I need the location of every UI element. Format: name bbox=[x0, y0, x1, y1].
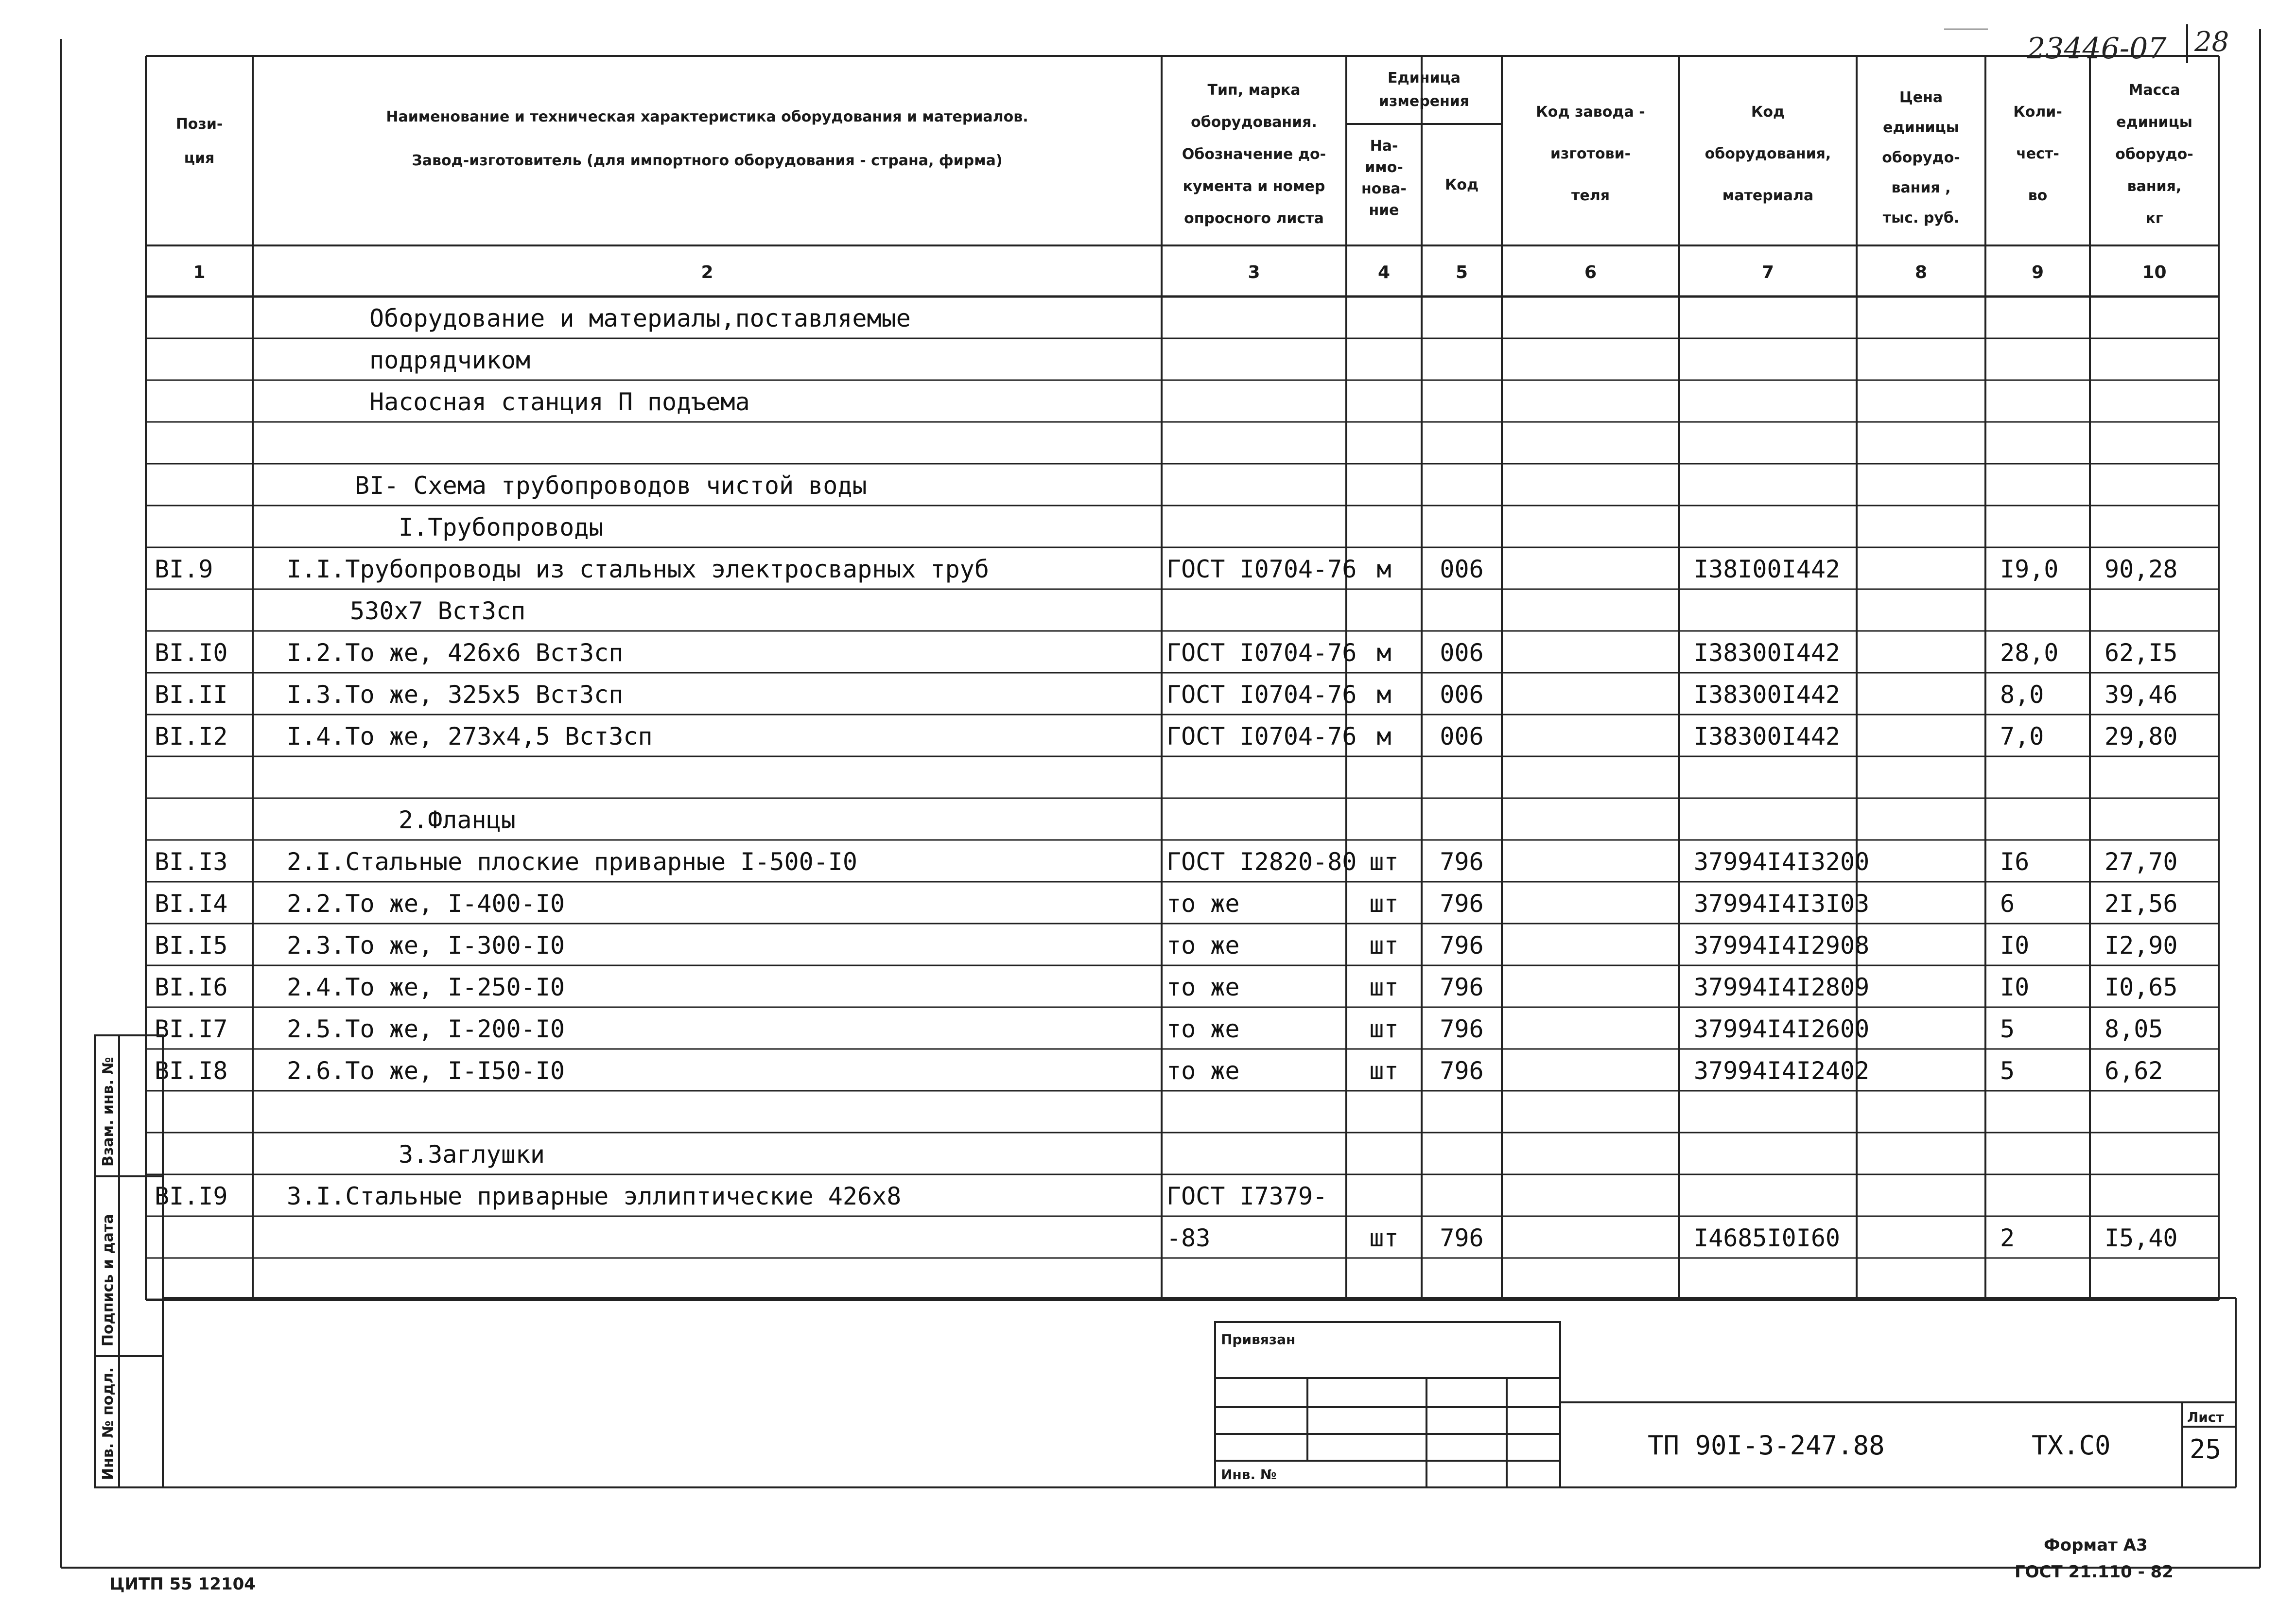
cell-position: BI.I4 bbox=[155, 890, 228, 918]
side-stamp-inv-podl: Инв. № подл. bbox=[100, 1367, 117, 1480]
table-row bbox=[399, 1140, 545, 1169]
cell-equipment-code: I38300I442 bbox=[1694, 722, 1841, 751]
column-number-3: 3 bbox=[1248, 262, 1260, 282]
header-type-line: опросного листа bbox=[1184, 210, 1324, 227]
header-mass-line: Масса bbox=[2128, 82, 2180, 99]
cell-document: ГОСТ I2820-80 bbox=[1166, 848, 1357, 876]
table-row bbox=[369, 388, 750, 416]
cell-quantity: I0 bbox=[2000, 973, 2030, 1001]
cell-quantity: 2 bbox=[2000, 1224, 2015, 1252]
cell-name: Насосная станция П подъема bbox=[369, 388, 750, 416]
column-number-2: 2 bbox=[701, 262, 713, 282]
sheet-corner-number: 28 bbox=[2194, 26, 2229, 58]
table-row bbox=[155, 848, 2178, 876]
table-row bbox=[369, 346, 530, 374]
cell-unit-code: 796 bbox=[1440, 931, 1484, 960]
header-type-line: кумента и номер bbox=[1183, 178, 1325, 195]
cell-equipment-code: I38I00I442 bbox=[1694, 555, 1841, 583]
cell-name: 2.6.То же, I-I50-I0 bbox=[287, 1057, 565, 1085]
table-row bbox=[155, 931, 2178, 960]
cell-unit-name: м bbox=[1376, 681, 1392, 709]
header-unit-name-line: нова- bbox=[1361, 180, 1407, 197]
cell-quantity: 7,0 bbox=[2000, 722, 2044, 751]
table-row bbox=[399, 806, 516, 834]
cell-document: ГОСТ I0704-76 bbox=[1166, 555, 1357, 583]
header-unit-name-line: На- bbox=[1370, 138, 1398, 155]
table-row bbox=[155, 639, 2178, 667]
cell-equipment-code: 37994I4I3I03 bbox=[1694, 890, 1870, 918]
column-number-4: 4 bbox=[1377, 262, 1391, 282]
cell-name: 3.Заглушки bbox=[399, 1140, 545, 1169]
cell-quantity: I0 bbox=[2000, 931, 2030, 960]
cell-quantity: I9,0 bbox=[2000, 555, 2059, 583]
cell-document: ГОСТ I0704-76 bbox=[1166, 681, 1357, 709]
column-number-5: 5 bbox=[1455, 262, 1468, 282]
cell-unit-name: шт bbox=[1369, 1057, 1399, 1085]
header-name-line: Завод-изготовитель (для импортного оборудования - страна, фирма) bbox=[412, 152, 1003, 169]
header-mass-line: кг bbox=[2145, 210, 2163, 227]
table-row bbox=[155, 890, 2178, 918]
cell-mass: I2,90 bbox=[2105, 931, 2178, 960]
cell-unit-name: м bbox=[1376, 555, 1392, 583]
cell-document: ГОСТ I7379- bbox=[1166, 1182, 1328, 1210]
cell-quantity: 28,0 bbox=[2000, 639, 2059, 667]
cell-unit-code: 796 bbox=[1440, 890, 1484, 918]
table-row bbox=[155, 681, 2178, 709]
cell-equipment-code: I38300I442 bbox=[1694, 681, 1841, 709]
cell-unit-name: шт bbox=[1369, 1224, 1399, 1252]
cell-name: I.2.То же, 426x6 ВстЗсп bbox=[287, 639, 624, 667]
cell-document: то же bbox=[1166, 890, 1240, 918]
table-row bbox=[155, 555, 2178, 583]
table-row bbox=[355, 472, 867, 500]
footer-citp: ЦИТП 55 12104 bbox=[109, 1574, 256, 1594]
header-name-line: Наименование и техническая характеристика оборудования и материалов. bbox=[386, 108, 1028, 125]
title-block-doc-code: ТП 90I-3-247.88 bbox=[1648, 1430, 1885, 1461]
title-block-list-label: Лист bbox=[2187, 1409, 2224, 1425]
cell-equipment-code: I38300I442 bbox=[1694, 639, 1841, 667]
cell-unit-name: шт bbox=[1369, 890, 1399, 918]
header-price-line: тыс. руб. bbox=[1882, 210, 1960, 227]
column-number-6: 6 bbox=[1584, 262, 1597, 282]
header-quantity-line: Коли- bbox=[2013, 104, 2062, 121]
cell-name: 2.I.Стальные плоские приварные I-500-I0 bbox=[287, 848, 857, 876]
cell-name: 2.2.То же, I-400-I0 bbox=[287, 890, 565, 918]
column-number-10: 10 bbox=[2142, 262, 2167, 282]
cell-mass: 39,46 bbox=[2105, 681, 2178, 709]
header-position-line: Пози- bbox=[175, 116, 223, 133]
column-number-8: 8 bbox=[1914, 262, 1928, 282]
cell-name: подрядчиком bbox=[369, 346, 531, 374]
table-row bbox=[155, 1057, 2163, 1085]
cell-name: I.I.Трубопроводы из стальных электросварных труб bbox=[287, 555, 989, 583]
cell-name: 2.Фланцы bbox=[399, 806, 516, 834]
header-unit-name-line: ние bbox=[1369, 202, 1399, 219]
column-number-1: 1 bbox=[193, 262, 206, 282]
cell-name: 3.I.Стальные приварные эллиптические 426x8 bbox=[287, 1182, 902, 1210]
cell-equipment-code: 37994I4I2908 bbox=[1694, 931, 1870, 960]
side-stamp-podpis: Подпись и дата bbox=[100, 1214, 117, 1346]
cell-document: то же bbox=[1166, 1057, 1240, 1085]
cell-equipment-code: 37994I4I2809 bbox=[1694, 973, 1870, 1001]
header-position-line: ция bbox=[184, 150, 215, 167]
title-block-inv-no: Инв. № bbox=[1221, 1467, 1277, 1483]
header-unit-line: измерения bbox=[1378, 93, 1470, 110]
cell-unit-code: 796 bbox=[1440, 848, 1484, 876]
header-price-line: единицы bbox=[1883, 119, 1959, 136]
header-mass-line: оборудо- bbox=[2115, 146, 2193, 163]
cell-position: BI.I9 bbox=[155, 1182, 228, 1210]
cell-unit-code: 006 bbox=[1440, 722, 1484, 751]
cell-position: BI.I5 bbox=[155, 931, 228, 960]
title-block-mark: ТХ.С0 bbox=[2032, 1430, 2111, 1461]
cell-mass: I0,65 bbox=[2105, 973, 2178, 1001]
cell-document: то же bbox=[1166, 1015, 1240, 1043]
header-unit-line: Единица bbox=[1388, 70, 1461, 87]
cell-position: BI.I8 bbox=[155, 1057, 228, 1085]
cell-position: BI.I3 bbox=[155, 848, 228, 876]
cell-unit-name: шт bbox=[1369, 848, 1399, 876]
cell-unit-code: 006 bbox=[1440, 555, 1484, 583]
cell-name: 530x7 ВстЗсп bbox=[350, 597, 526, 625]
cell-document: то же bbox=[1166, 931, 1240, 960]
cell-mass: 6,62 bbox=[2105, 1057, 2163, 1085]
cell-mass: 27,70 bbox=[2105, 848, 2178, 876]
cell-unit-name: шт bbox=[1369, 973, 1399, 1001]
title-block-privyazan: Привязан bbox=[1221, 1331, 1296, 1347]
cell-name: 2.3.То же, I-300-I0 bbox=[287, 931, 565, 960]
header-equipment-code-line: материала bbox=[1722, 187, 1814, 204]
table-row bbox=[399, 513, 603, 541]
title-block bbox=[163, 1298, 2236, 1487]
cell-unit-code: 006 bbox=[1440, 639, 1484, 667]
cell-name: Оборудование и материалы,поставляемые bbox=[369, 304, 911, 332]
header-type-line: оборудования. bbox=[1191, 114, 1317, 131]
cell-mass: I5,40 bbox=[2105, 1224, 2178, 1252]
header-factory-code-line: изготови- bbox=[1550, 145, 1631, 162]
cell-mass: 8,05 bbox=[2105, 1015, 2163, 1043]
header-factory-code-line: Код завода - bbox=[1536, 104, 1645, 121]
cell-name: I.Трубопроводы bbox=[399, 513, 604, 541]
cell-equipment-code: 37994I4I2600 bbox=[1694, 1015, 1870, 1043]
cell-name: BI- Схема трубопроводов чистой воды bbox=[355, 472, 867, 500]
cell-position: BI.II bbox=[155, 681, 228, 709]
header-price-line: оборудо- bbox=[1882, 149, 1960, 166]
cell-quantity: 6 bbox=[2000, 890, 2015, 918]
column-number-9: 9 bbox=[2031, 262, 2044, 282]
table-row bbox=[155, 973, 2178, 1001]
table-row bbox=[350, 597, 525, 625]
title-block-list-number: 25 bbox=[2190, 1434, 2222, 1465]
table-row bbox=[1166, 1224, 2178, 1252]
table-row bbox=[155, 1015, 2163, 1043]
footer-format: Формат А3 bbox=[2044, 1536, 2148, 1555]
cell-document: ГОСТ I0704-76 bbox=[1166, 722, 1357, 751]
cell-document: -83 bbox=[1166, 1224, 1211, 1252]
footer-gost: ГОСТ 21.110 - 82 bbox=[2015, 1562, 2174, 1582]
header-factory-code-line: теля bbox=[1571, 187, 1610, 204]
cell-name: I.3.То же, 325x5 ВстЗсп bbox=[287, 681, 624, 709]
header-quantity-line: чест- bbox=[2016, 145, 2059, 162]
cell-mass: 90,28 bbox=[2105, 555, 2178, 583]
cell-name: 2.5.То же, I-200-I0 bbox=[287, 1015, 565, 1043]
header-price-line: Цена bbox=[1899, 89, 1943, 106]
cell-position: BI.I2 bbox=[155, 722, 228, 751]
header-type-line: Обозначение до- bbox=[1182, 146, 1326, 163]
cell-position: BI.I6 bbox=[155, 973, 228, 1001]
specification-table bbox=[146, 56, 2219, 1300]
cell-position: BI.9 bbox=[155, 555, 213, 583]
cell-document: ГОСТ I0704-76 bbox=[1166, 639, 1357, 667]
header-unit-name-line: имо- bbox=[1365, 159, 1403, 176]
cell-unit-code: 796 bbox=[1440, 1224, 1484, 1252]
header-mass-line: единицы bbox=[2116, 114, 2192, 131]
header-price-line: вания , bbox=[1891, 179, 1951, 196]
cell-unit-code: 006 bbox=[1440, 681, 1484, 709]
header-equipment-code-line: оборудования, bbox=[1705, 145, 1831, 162]
side-stamp-vzam: Взам. инв. № bbox=[100, 1057, 117, 1167]
table-row bbox=[155, 1182, 1327, 1210]
cell-name: I.4.То же, 273x4,5 ВстЗсп bbox=[287, 722, 653, 751]
column-number-7: 7 bbox=[1761, 262, 1774, 282]
table-row bbox=[155, 722, 2178, 751]
cell-quantity: 5 bbox=[2000, 1057, 2015, 1085]
cell-unit-name: шт bbox=[1369, 931, 1399, 960]
cell-equipment-code: 37994I4I2402 bbox=[1694, 1057, 1870, 1085]
cell-unit-name: м bbox=[1376, 639, 1392, 667]
cell-quantity: 5 bbox=[2000, 1015, 2015, 1043]
header-equipment-code-line: Код bbox=[1751, 104, 1785, 121]
cell-mass: 2I,56 bbox=[2105, 890, 2178, 918]
cell-unit-code: 796 bbox=[1440, 973, 1484, 1001]
cell-unit-code: 796 bbox=[1440, 1057, 1484, 1085]
cell-position: BI.I0 bbox=[155, 639, 228, 667]
cell-position: BI.I7 bbox=[155, 1015, 228, 1043]
cell-document: то же bbox=[1166, 973, 1240, 1001]
cell-mass: 62,I5 bbox=[2105, 639, 2178, 667]
header-quantity-line: во bbox=[2028, 187, 2048, 204]
cell-quantity: I6 bbox=[2000, 848, 2030, 876]
document-number: 23446-07 bbox=[2027, 32, 2167, 66]
header-type-line: Тип, марка bbox=[1207, 82, 1301, 99]
cell-name: 2.4.То же, I-250-I0 bbox=[287, 973, 565, 1001]
cell-mass: 29,80 bbox=[2105, 722, 2178, 751]
table-row bbox=[369, 304, 911, 332]
header-unit-code-line: Код bbox=[1444, 176, 1479, 193]
cell-unit-code: 796 bbox=[1440, 1015, 1484, 1043]
cell-equipment-code: I4685I0I60 bbox=[1694, 1224, 1841, 1252]
cell-unit-name: м bbox=[1376, 722, 1392, 751]
cell-equipment-code: 37994I4I3200 bbox=[1694, 848, 1870, 876]
cell-unit-name: шт bbox=[1369, 1015, 1399, 1043]
cell-quantity: 8,0 bbox=[2000, 681, 2044, 709]
header-mass-line: вания, bbox=[2127, 178, 2182, 195]
